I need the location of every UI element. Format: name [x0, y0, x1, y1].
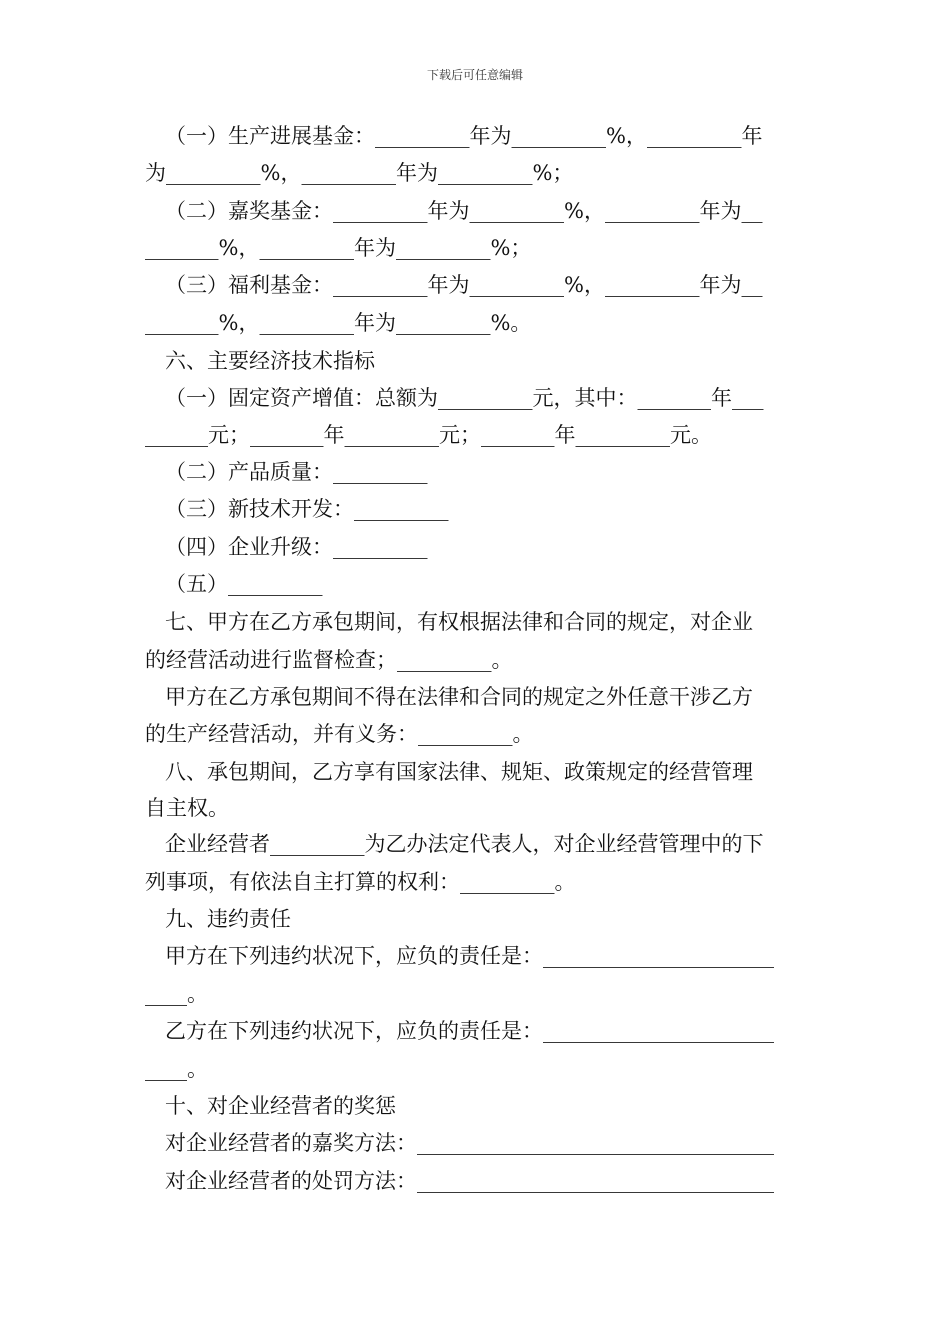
text-line: （二）产品质量：_________	[165, 460, 428, 484]
text-line: 列事项，有依法自主打算的权利：_________。	[145, 870, 576, 894]
text-line: （五）_________	[165, 572, 323, 596]
text-line: （三）福利基金：_________年为_________%，_________年为__	[165, 273, 763, 297]
text-line: _______%，_________年为_________%。	[145, 311, 532, 335]
text-line: （四）企业升级：_________	[165, 535, 428, 559]
text-line: 为_________%，_________年为_________%；	[145, 161, 574, 185]
text-line: 企业经营者_________为乙办法定代表人，对企业经营管理中的下	[165, 832, 764, 856]
section-heading: 七、甲方在乙方承包期间，有权根据法律和合同的规定，对企业	[165, 610, 753, 634]
text-line: 甲方在下列违约状况下，应负的责任是：______________________	[165, 944, 774, 968]
text-line: （三）新技术开发：_________	[165, 497, 449, 521]
text-line: 的生产经营活动，并有义务：_________。	[145, 722, 534, 746]
text-line: _______%，_________年为_________%；	[145, 236, 532, 260]
section-heading: 六、主要经济技术指标	[165, 349, 375, 373]
text-line: 自主权。	[145, 796, 229, 820]
text-line: 对企业经营者的处罚方法：__________________________________	[165, 1169, 774, 1193]
text-line: 的经营活动进行监督检查；_________。	[145, 648, 513, 672]
page-header: 下载后可任意编辑	[426, 68, 523, 82]
section-heading: 九、违约责任	[165, 907, 291, 931]
text-line: 甲方在乙方承包期间不得在法律和合同的规定之外任意干涉乙方	[165, 685, 753, 709]
text-line: （一）固定资产增值：总额为_________元，其中：_______年___	[165, 386, 764, 410]
text-line: ____。	[145, 1057, 208, 1081]
text-line: ______元；_______年_________元；_______年_________元。	[145, 423, 712, 447]
text-line: 乙方在下列违约状况下，应负的责任是：______________________	[165, 1019, 774, 1043]
text-line: ____。	[145, 982, 208, 1006]
text-line: （一）生产进展基金：_________年为_________%，_________年	[165, 124, 763, 148]
section-heading: 十、对企业经营者的奖惩	[165, 1094, 396, 1118]
section-heading: 八、承包期间，乙方享有国家法律、规矩、政策规定的经营管理	[165, 760, 753, 784]
text-line: 对企业经营者的嘉奖方法：__________________________________	[165, 1131, 774, 1155]
text-line: （二）嘉奖基金：_________年为_________%，_________年为__	[165, 199, 763, 223]
